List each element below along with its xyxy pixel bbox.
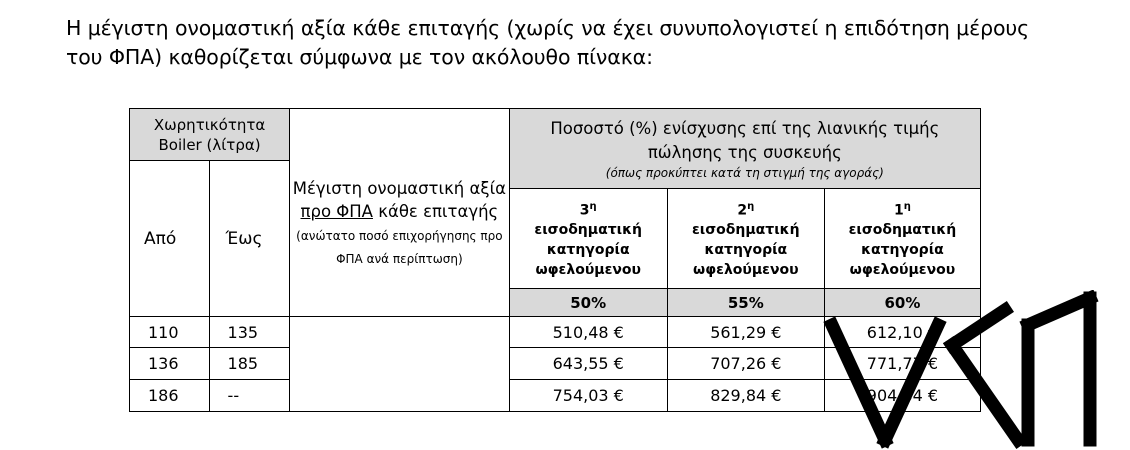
- intro-line-2: του ΦΠΑ) καθορίζεται σύμφωνα με τον ακόλουθο πίνακα:: [66, 45, 653, 69]
- category-1-line2: κατηγορία: [861, 242, 944, 259]
- row-2-cat2: 707,26 €: [667, 348, 824, 380]
- intro-line-1: Η μέγιστη ονομαστική αξία κάθε επιταγής (χωρίς να έχει συνυπολογιστεί η επιδότηση μέρους: [66, 16, 1030, 40]
- max-value-underlined: προ ΦΠΑ: [300, 202, 373, 221]
- category-1-line3: ωφελούμενου: [849, 262, 956, 279]
- max-value-note: (ανώτατο ποσό επιχορήγησης προ ΦΠΑ ανά περίπτωση): [296, 229, 503, 266]
- category-3-ord: 3: [579, 202, 590, 219]
- row-1-cat1: 612,10 €: [824, 317, 980, 348]
- table-row: [130, 317, 981, 348]
- row-3-cat2: 829,84 €: [667, 380, 824, 412]
- category-2-line3: ωφελούμενου: [693, 262, 799, 279]
- percent-header-title: Ποσοστό (%) ενίσχυσης επί της λιανικής τιμής πώλησης της συσκευής: [550, 118, 940, 162]
- category-2-sup: η: [747, 200, 755, 212]
- row-2-cat3: 643,55 €: [509, 348, 667, 380]
- category-2-line2: κατηγορία: [704, 242, 788, 259]
- row-1-to: 135: [209, 317, 290, 348]
- category-2-header: [667, 189, 824, 289]
- category-3-sup: η: [589, 200, 597, 212]
- percent-header: [509, 109, 980, 189]
- row-1-cat3: 510,48 €: [509, 317, 667, 348]
- voucher-value-table: [129, 108, 981, 412]
- row-3-from: 186: [130, 380, 210, 412]
- category-1-line1: εισοδηματική: [848, 222, 957, 239]
- from-label: Από: [130, 161, 210, 317]
- category-1-percent: 60%: [824, 289, 980, 317]
- max-value-spacer: [290, 317, 510, 412]
- row-2-from: 136: [130, 348, 210, 380]
- row-1-cat2: 561,29 €: [667, 317, 824, 348]
- row-3-cat3: 754,03 €: [509, 380, 667, 412]
- category-1-ord: 1: [893, 202, 904, 219]
- table-row: [130, 380, 981, 412]
- max-value-text-1: Μέγιστη ονομαστική αξία: [292, 179, 507, 198]
- row-2-to: 185: [209, 348, 290, 380]
- row-3-to: --: [209, 380, 290, 412]
- max-value-header: [290, 109, 510, 317]
- category-3-line3: ωφελούμενου: [535, 262, 641, 279]
- category-2-ord: 2: [737, 202, 748, 219]
- intro-paragraph: [66, 14, 1066, 72]
- row-3-cat1: 904,84 €: [824, 380, 980, 412]
- max-value-text-2: κάθε επιταγής: [372, 202, 499, 221]
- category-1-sup: η: [903, 200, 911, 212]
- category-3-line1: εισοδηματική: [534, 222, 642, 239]
- table-row: [130, 348, 981, 380]
- category-1-header: [824, 189, 980, 289]
- capacity-header: Χωρητικότητα Boiler (λίτρα): [130, 109, 290, 161]
- row-2-cat1: 771,77 €: [824, 348, 980, 380]
- category-3-percent: 50%: [509, 289, 667, 317]
- category-3-header: [509, 189, 667, 289]
- category-3-line2: κατηγορία: [546, 242, 630, 259]
- row-1-from: 110: [130, 317, 210, 348]
- category-2-percent: 55%: [667, 289, 824, 317]
- to-label: Έως: [209, 161, 290, 317]
- percent-header-note: (όπως προκύπτει κατά τη στιγμή της αγοράς): [605, 165, 884, 180]
- category-2-line1: εισοδηματική: [692, 222, 800, 239]
